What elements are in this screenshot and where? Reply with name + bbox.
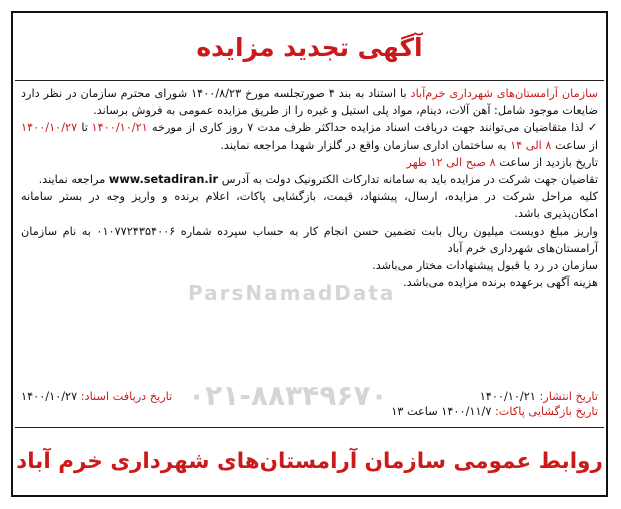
footer-divider: [15, 427, 604, 428]
notice-title: آگهی تجدید مزایده: [196, 32, 423, 62]
paragraph-rights: سازمان در رد یا قبول پیشنهادات مختار می‌باشد.: [372, 259, 598, 273]
notice-footer: [13, 430, 606, 492]
watermark-logo: ParsNamadData: [188, 281, 396, 305]
footer-signature: روابط عمومی سازمان آرامستان‌های شهرداری خرم آباد: [16, 448, 603, 474]
notice-frame: [11, 11, 608, 497]
notice-body: [21, 85, 598, 423]
org-name: سازمان آرامستان‌های شهرداری خرم‌آباد: [410, 87, 599, 100]
publish-date: تاریخ انتشار: ۱۴۰۰/۱۰/۲۱: [479, 390, 598, 403]
opening-date: تاریخ بازگشایی پاکات: ۱۴۰۰/۱۱/۷ ساعت ۱۳: [391, 405, 598, 418]
paragraph-intro: سازمان آرامستان‌های شهرداری خرم‌آباد با استناد به بند ۴ صورتجلسه مورخ ۱۴۰۰/۸/۲۳ شورای محترم سازمان در نظر دارد ضایعات موجود شامل: آهن آلات، دینام، مواد پلی استیل و غیره را از طریق مزایده عمومی به فروش برساند.: [21, 87, 599, 118]
paragraph-cost: هزینه آگهی برعهده برنده مزایده می‌باشد.: [403, 276, 598, 290]
paragraph-stages: کلیه مراحل شرکت در مزایده، ارسال، پیشنهاد، قیمت، بازگشایی پاکات، اعلام برنده و واریز وجه در بستر سامانه امکان‌پذیری باشد.: [21, 190, 598, 221]
paragraph-visit: تاریخ بازدید از ساعت ۸ صبح الی ۱۲ ظهر: [406, 155, 598, 169]
paragraph-deposit: واریز مبلغ دویست میلیون ریال بابت تضمین حسن انجام کار به حساب سپرده شماره ۰۱۰۷۷۲۴۳۵۴۰۰۶ به نام سازمان آرامستان‌های شهرداری خرم آباد: [21, 224, 598, 255]
paragraph-documents: ✓ لذا متقاضیان می‌توانند جهت دریافت اسناد مزایده حداکثر ظرف مدت ۷ روز کاری از مورخه ۱۴۰۰/۱۰/۲۱ تا ۱۴۰۰/۱۰/۲۷ از ساعت ۸ الی ۱۴ به ساختمان اداری سازمان واقع در گلزار شهدا مراجعه نمایند.: [21, 121, 598, 152]
setad-url-link[interactable]: www.setadiran.ir: [108, 173, 219, 187]
receive-date: تاریخ دریافت اسناد: ۱۴۰۰/۱۰/۲۷: [21, 390, 173, 403]
notice-header: [13, 13, 606, 81]
paragraph-setad: تقاضیان جهت شرکت در مزایده باید به سامانه تدارکات الکترونیک دولت به آدرس www.setadiran.ir مراجعه نمایند.: [38, 173, 598, 187]
watermark-phone: ۰۲۱-۸۸۳۴۹۶۷۰: [188, 379, 388, 412]
header-divider: [15, 80, 604, 81]
